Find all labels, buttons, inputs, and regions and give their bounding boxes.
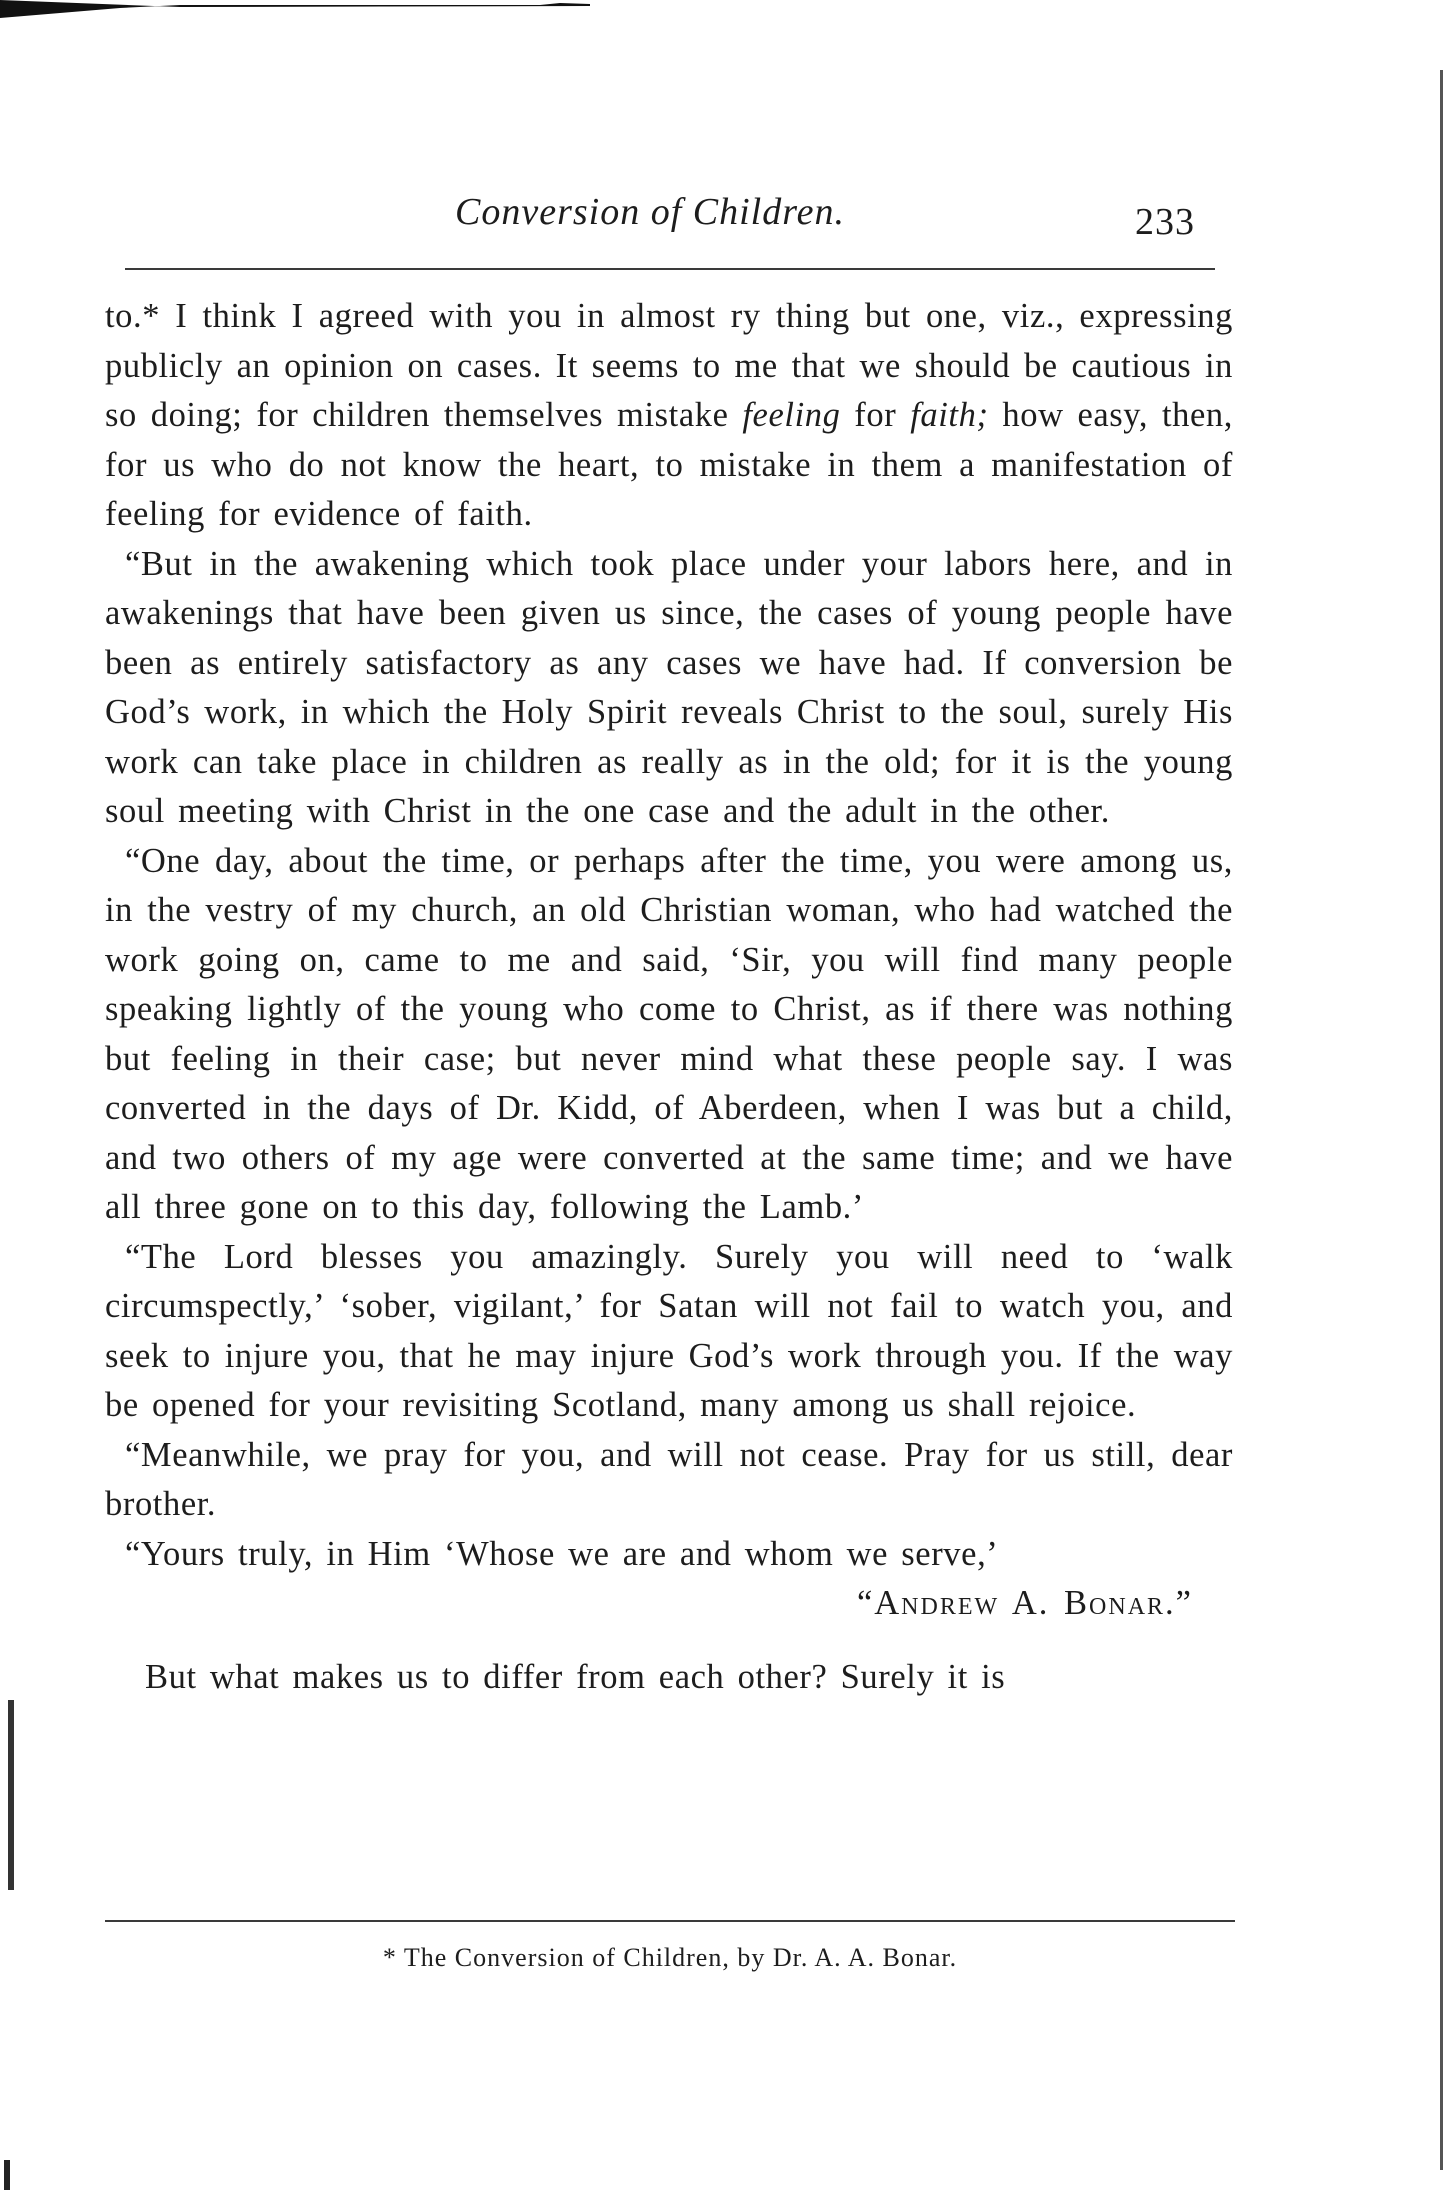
right-edge-shadow — [1440, 70, 1443, 2170]
running-head — [105, 190, 1235, 243]
closing-line: “Yours truly, in Him ‘Whose we are and whom we serve,’ — [125, 1534, 999, 1573]
footnote: * The Conversion of Children, by Dr. A. A. Bonar. — [382, 1943, 958, 1972]
paragraph-1: to.* I think I agreed with you in almost ry thing but one, viz., expressing publicly an opinion on cases. It seems to me that we should be cautious in so doing; for children themselves mistake feeling for faith; how easy, then, for us who do not know the heart, to mistake in them a manifestation of feeling for evidence of faith. — [105, 297, 1233, 533]
left-binding-mark-small — [4, 2160, 10, 2190]
footnote-rule — [105, 1920, 1235, 1922]
signature: “Andrew A. Bonar.” — [856, 1584, 1193, 1622]
left-binding-mark — [8, 1700, 14, 1890]
paragraph-continuation: But what makes us to differ from each other? Surely it is — [145, 1657, 1006, 1696]
paragraph-4: “The Lord blesses you amazingly. Surely you will need to ‘walk circumspectly,’ ‘sober, vigilant,’ for Satan will not fail to watch you, and seek to injure you, that he may injure God’s work through you. If the way be opened for your revisiting Scotland, many among us shall rejoice. — [105, 1237, 1233, 1424]
body-text — [105, 292, 1233, 1702]
italic-faith: faith; — [910, 396, 989, 434]
paragraph-2: “But in the awakening which took place under your labors here, and in awakenings that have been given us since, the cases of young people have been as entirely satisfactory as any cases we have had. If conversion be God’s work, in which the Holy Spirit reveals Christ to the soul, surely His work can take place in children as really as in the old; for it is the young soul meeting with Christ in the one case and the adult in the other. — [105, 544, 1233, 830]
italic-feeling: feeling — [742, 396, 841, 434]
running-title: Conversion of Children. — [455, 191, 845, 233]
paragraph-3: “One day, about the time, or perhaps after the time, you were among us, in the vestry of my church, an old Christian woman, who had watched the work going on, came to me and said, ‘Sir, you will find many people speaking lightly of the young who come to Christ, as if there was nothing but feeling in their case; but never mind what these people say. I was converted in the days of Dr. Kidd, of Aberdeen, when I was but a child, and two others of my age were converted at the same time; and we have all three gone on to this day, following the Lamb.’ — [105, 841, 1233, 1226]
page-number: 233 — [1135, 201, 1195, 243]
paragraph-5: “Meanwhile, we pray for you, and will not cease. Pray for us still, dear brother. — [105, 1435, 1233, 1523]
book-page — [105, 0, 1235, 2195]
header-rule — [125, 268, 1215, 270]
